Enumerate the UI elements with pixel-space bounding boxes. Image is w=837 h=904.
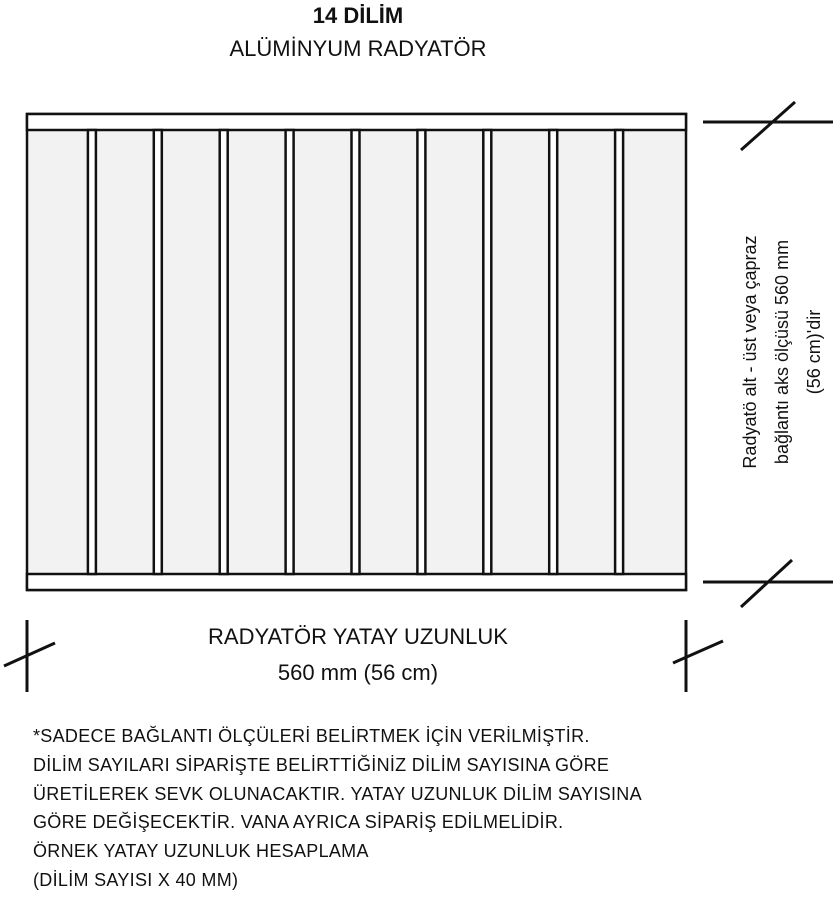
section-gap	[352, 130, 360, 574]
notes-block	[33, 722, 642, 895]
vertical-dimension-bottom-marker	[703, 560, 833, 607]
vertical-dimension-label	[734, 182, 830, 522]
diagram-title: 14 DİLİM	[312, 3, 404, 28]
vertical-dimension-line-3: (56 cm)'dir	[804, 309, 824, 395]
section-gap	[220, 130, 228, 574]
vertical-dimension-line-2: bağlantı aks ölçüsü 560 mm	[772, 239, 792, 465]
bottom-header-bar	[27, 574, 686, 590]
note-line: (DİLİM SAYISI X 40 MM)	[33, 869, 239, 890]
vertical-dimension-line-1: Radyatö alt - üst veya çapraz	[740, 235, 760, 469]
horizontal-dimension-value: 560 mm (56 cm)	[277, 660, 439, 685]
note-line: ÖRNEK YATAY UZUNLUK HESAPLAMA	[33, 841, 369, 862]
note-line: GÖRE DEĞİŞECEKTİR. VANA AYRICA SİPARİŞ EDİLMELİDİR.	[33, 812, 564, 833]
section-gap	[549, 130, 557, 574]
horizontal-dimension-label: RADYATÖR YATAY UZUNLUK	[208, 624, 508, 649]
section-gap	[88, 130, 96, 574]
section-gap	[286, 130, 294, 574]
section-gap	[417, 130, 425, 574]
top-header-bar	[27, 114, 686, 130]
note-line: ÜRETİLEREK SEVK OLUNACAKTIR. YATAY UZUNLUK DİLİM SAYISINA	[33, 783, 642, 804]
note-line: *SADECE BAĞLANTI ÖLÇÜLERİ BELİRTMEK İÇİN VERİLMİŞTİR.	[33, 726, 590, 746]
diagram-subtitle: ALÜMİNYUM RADYATÖR	[229, 36, 487, 61]
section-gap	[615, 130, 623, 574]
section-gap	[483, 130, 491, 574]
note-line: DİLİM SAYILARI SİPARİŞTE BELİRTTİĞİNİZ DİLİM SAYISINA GÖRE	[33, 754, 610, 775]
section-gap	[154, 130, 162, 574]
vertical-dimension-top-marker	[703, 102, 833, 150]
